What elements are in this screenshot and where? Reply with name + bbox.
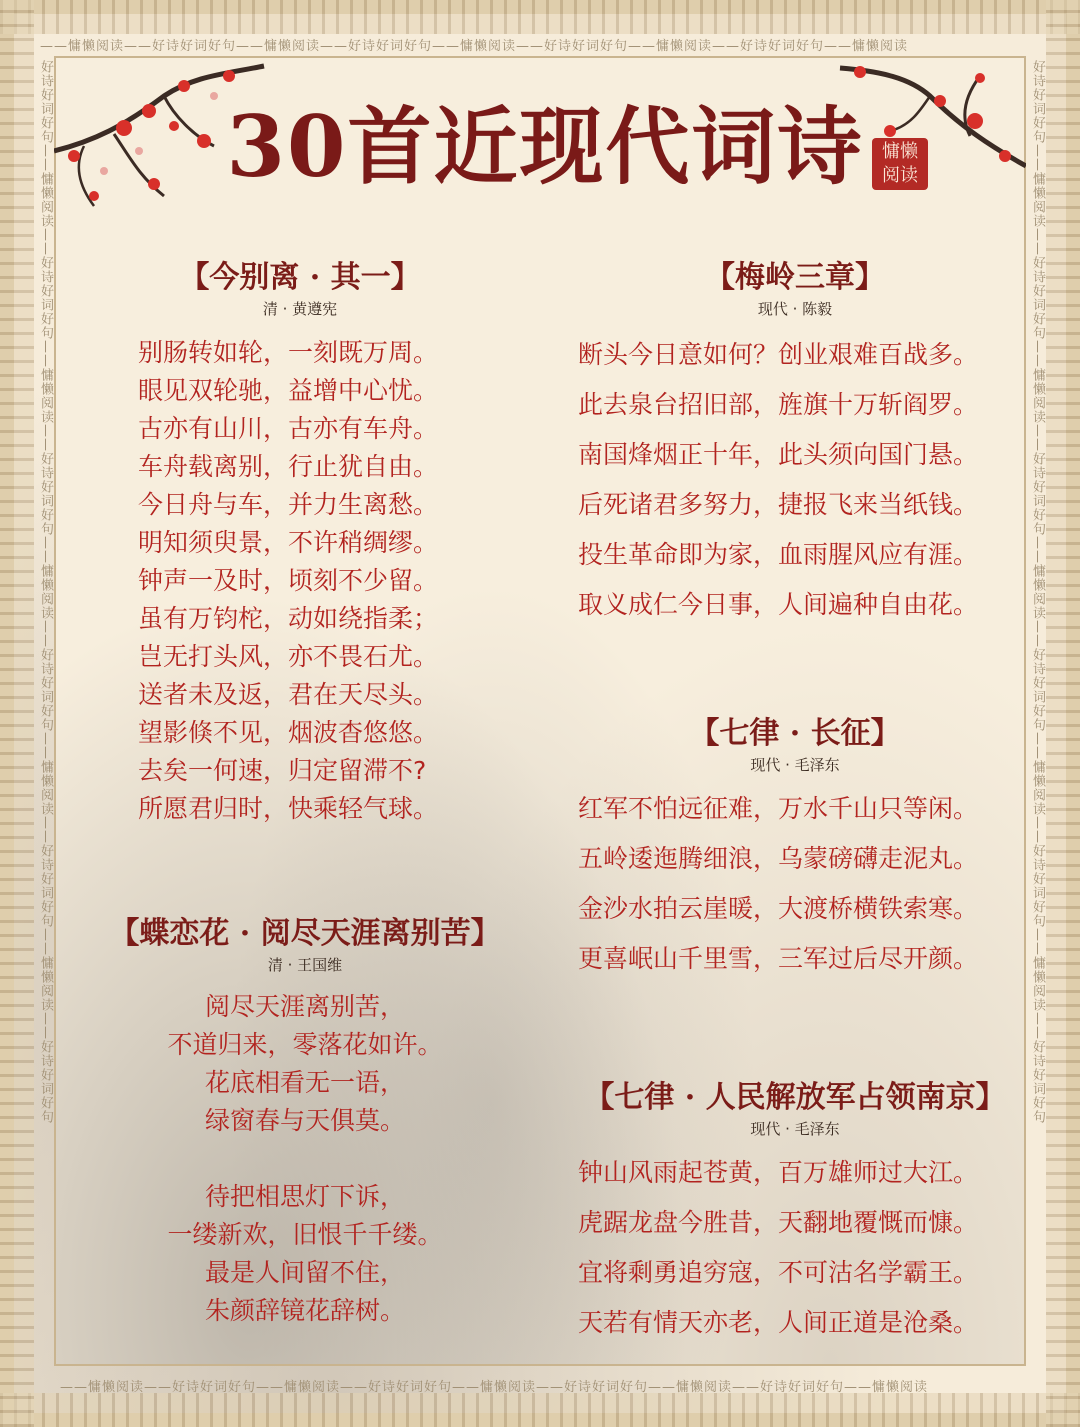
poem-line: 车舟载离别，行止犹自由。	[138, 452, 439, 481]
poem-line: 天若有情天亦老，人间正道是沧桑。	[578, 1308, 979, 1337]
poem-line: 不道归来，零落花如许。	[167, 1030, 443, 1059]
poem-author: 现代 · 毛泽东	[750, 1120, 840, 1138]
poem-author: 现代 · 毛泽东	[750, 756, 840, 774]
seal-line-1: 慵懒	[882, 141, 918, 162]
poem-line: 待把相思灯下诉，	[204, 1182, 405, 1211]
poem-line: 去矣一何速，归定留滞不?	[138, 756, 427, 785]
poem-line: 更喜岷山千里雪，三军过后尽开颜。	[578, 944, 979, 973]
border-text-left: 好诗好词好句——慵懒阅读——好诗好词好句——慵懒阅读——好诗好词好句——慵懒阅读——好诗好词好句——慵懒阅读——好诗好词好句——慵懒阅读——好诗好词好句	[38, 60, 53, 1124]
poem-line: 今日舟与车，并力生离愁。	[138, 490, 439, 519]
poem-title: 【蝶恋花 · 阅尽天涯离别苦】	[109, 916, 501, 951]
poem-changzheng	[570, 708, 1020, 989]
poem-jinbieli	[120, 252, 480, 827]
poem-line: 古亦有山川，古亦有车舟。	[138, 414, 439, 443]
poem-line: 五岭逶迤腾细浪，乌蒙磅礴走泥丸。	[578, 844, 979, 873]
poem-line: 望影倏不见，烟波杳悠悠。	[138, 718, 439, 747]
poem-line: 朱颜辞镜花辞树。	[204, 1296, 405, 1325]
poem-line: 岂无打头风，亦不畏石尤。	[138, 642, 439, 671]
seal-stamp	[872, 138, 928, 190]
poem-line: 所愿君归时，快乘轻气球。	[138, 794, 439, 823]
poem-meilingsanzhang	[570, 252, 1020, 635]
poem-line: 红军不怕远征难，万水千山只等闲。	[578, 794, 979, 823]
poem-line: 宜将剩勇追穷寇，不可沽名学霸王。	[578, 1258, 979, 1287]
poem-line: 钟声一及时，顷刻不少留。	[138, 566, 439, 595]
page-title: 30首近现代词诗	[226, 97, 864, 196]
poem-line: 取义成仁今日事，人间遍种自由花。	[578, 590, 979, 619]
poem-title: 【今别离 · 其一】	[179, 260, 421, 295]
poem-title: 【七律 · 长征】	[689, 716, 901, 751]
border-text-bottom: ——慵懒阅读——好诗好词好句——慵懒阅读——好诗好词好句——慵懒阅读——好诗好词好句——慵懒阅读——好诗好词好句——慵懒阅读	[60, 1380, 929, 1395]
poem-line: 绿窗春与天俱莫。	[204, 1106, 405, 1135]
poem-title: 【梅岭三章】	[705, 260, 885, 295]
poem-line: 花底相看无一语，	[204, 1068, 405, 1097]
poem-line: 后死诸君多努力，捷报飞来当纸钱。	[578, 490, 979, 519]
seal-line-2: 阅读	[882, 165, 918, 186]
border-band-bottom	[0, 1393, 1080, 1427]
poem-dielianhua	[100, 908, 510, 1329]
poem-line: 投生革命即为家，血雨腥风应有涯。	[578, 540, 979, 569]
poem-line: 断头今日意如何？创业艰难百战多。	[578, 340, 979, 369]
poem-author: 清 · 王国维	[267, 956, 343, 974]
poem-line: 虽有万钧柁，动如绕指柔；	[138, 604, 439, 633]
poem-title: 【七律 · 人民解放军占领南京】	[584, 1080, 1006, 1115]
poem-author: 清 · 黄遵宪	[262, 300, 338, 318]
border-text-right: 好诗好词好句——慵懒阅读——好诗好词好句——慵懒阅读——好诗好词好句——慵懒阅读——好诗好词好句——慵懒阅读——好诗好词好句——慵懒阅读——好诗好词好句	[1030, 60, 1045, 1124]
border-text-top: ——慵懒阅读——好诗好词好句——慵懒阅读——好诗好词好句——慵懒阅读——好诗好词好句——慵懒阅读——好诗好词好句——慵懒阅读	[40, 39, 909, 54]
poem-author: 现代 · 陈毅	[757, 300, 833, 318]
poem-stanza-gap	[100, 1139, 510, 1177]
poem-line: 此去泉台招旧部，旌旗十万斩阎罗。	[578, 390, 979, 419]
poem-line: 一缕新欢，旧恨千千缕。	[167, 1220, 443, 1249]
poem-line: 别肠转如轮，一刻既万周。	[138, 338, 439, 367]
poem-line: 虎踞龙盘今胜昔，天翻地覆慨而慷。	[578, 1208, 979, 1237]
border-band-right	[1046, 0, 1080, 1427]
poem-zhanlingnanjing	[570, 1072, 1020, 1353]
poem-line: 最是人间留不住，	[204, 1258, 405, 1287]
poem-line: 眼见双轮驰，益增中心忧。	[138, 376, 439, 405]
poem-line: 金沙水拍云崖暖，大渡桥横铁索寒。	[578, 894, 979, 923]
border-band-top	[0, 0, 1080, 34]
poem-line: 南国烽烟正十年，此头须向国门悬。	[578, 440, 979, 469]
poem-line: 送者未及返，君在天尽头。	[138, 680, 439, 709]
poem-line: 钟山风雨起苍黄，百万雄师过大江。	[578, 1158, 979, 1187]
poem-line: 阅尽天涯离别苦，	[204, 992, 405, 1021]
border-band-left	[0, 0, 34, 1427]
poem-line: 明知须臾景，不许稍绸缪。	[138, 528, 439, 557]
